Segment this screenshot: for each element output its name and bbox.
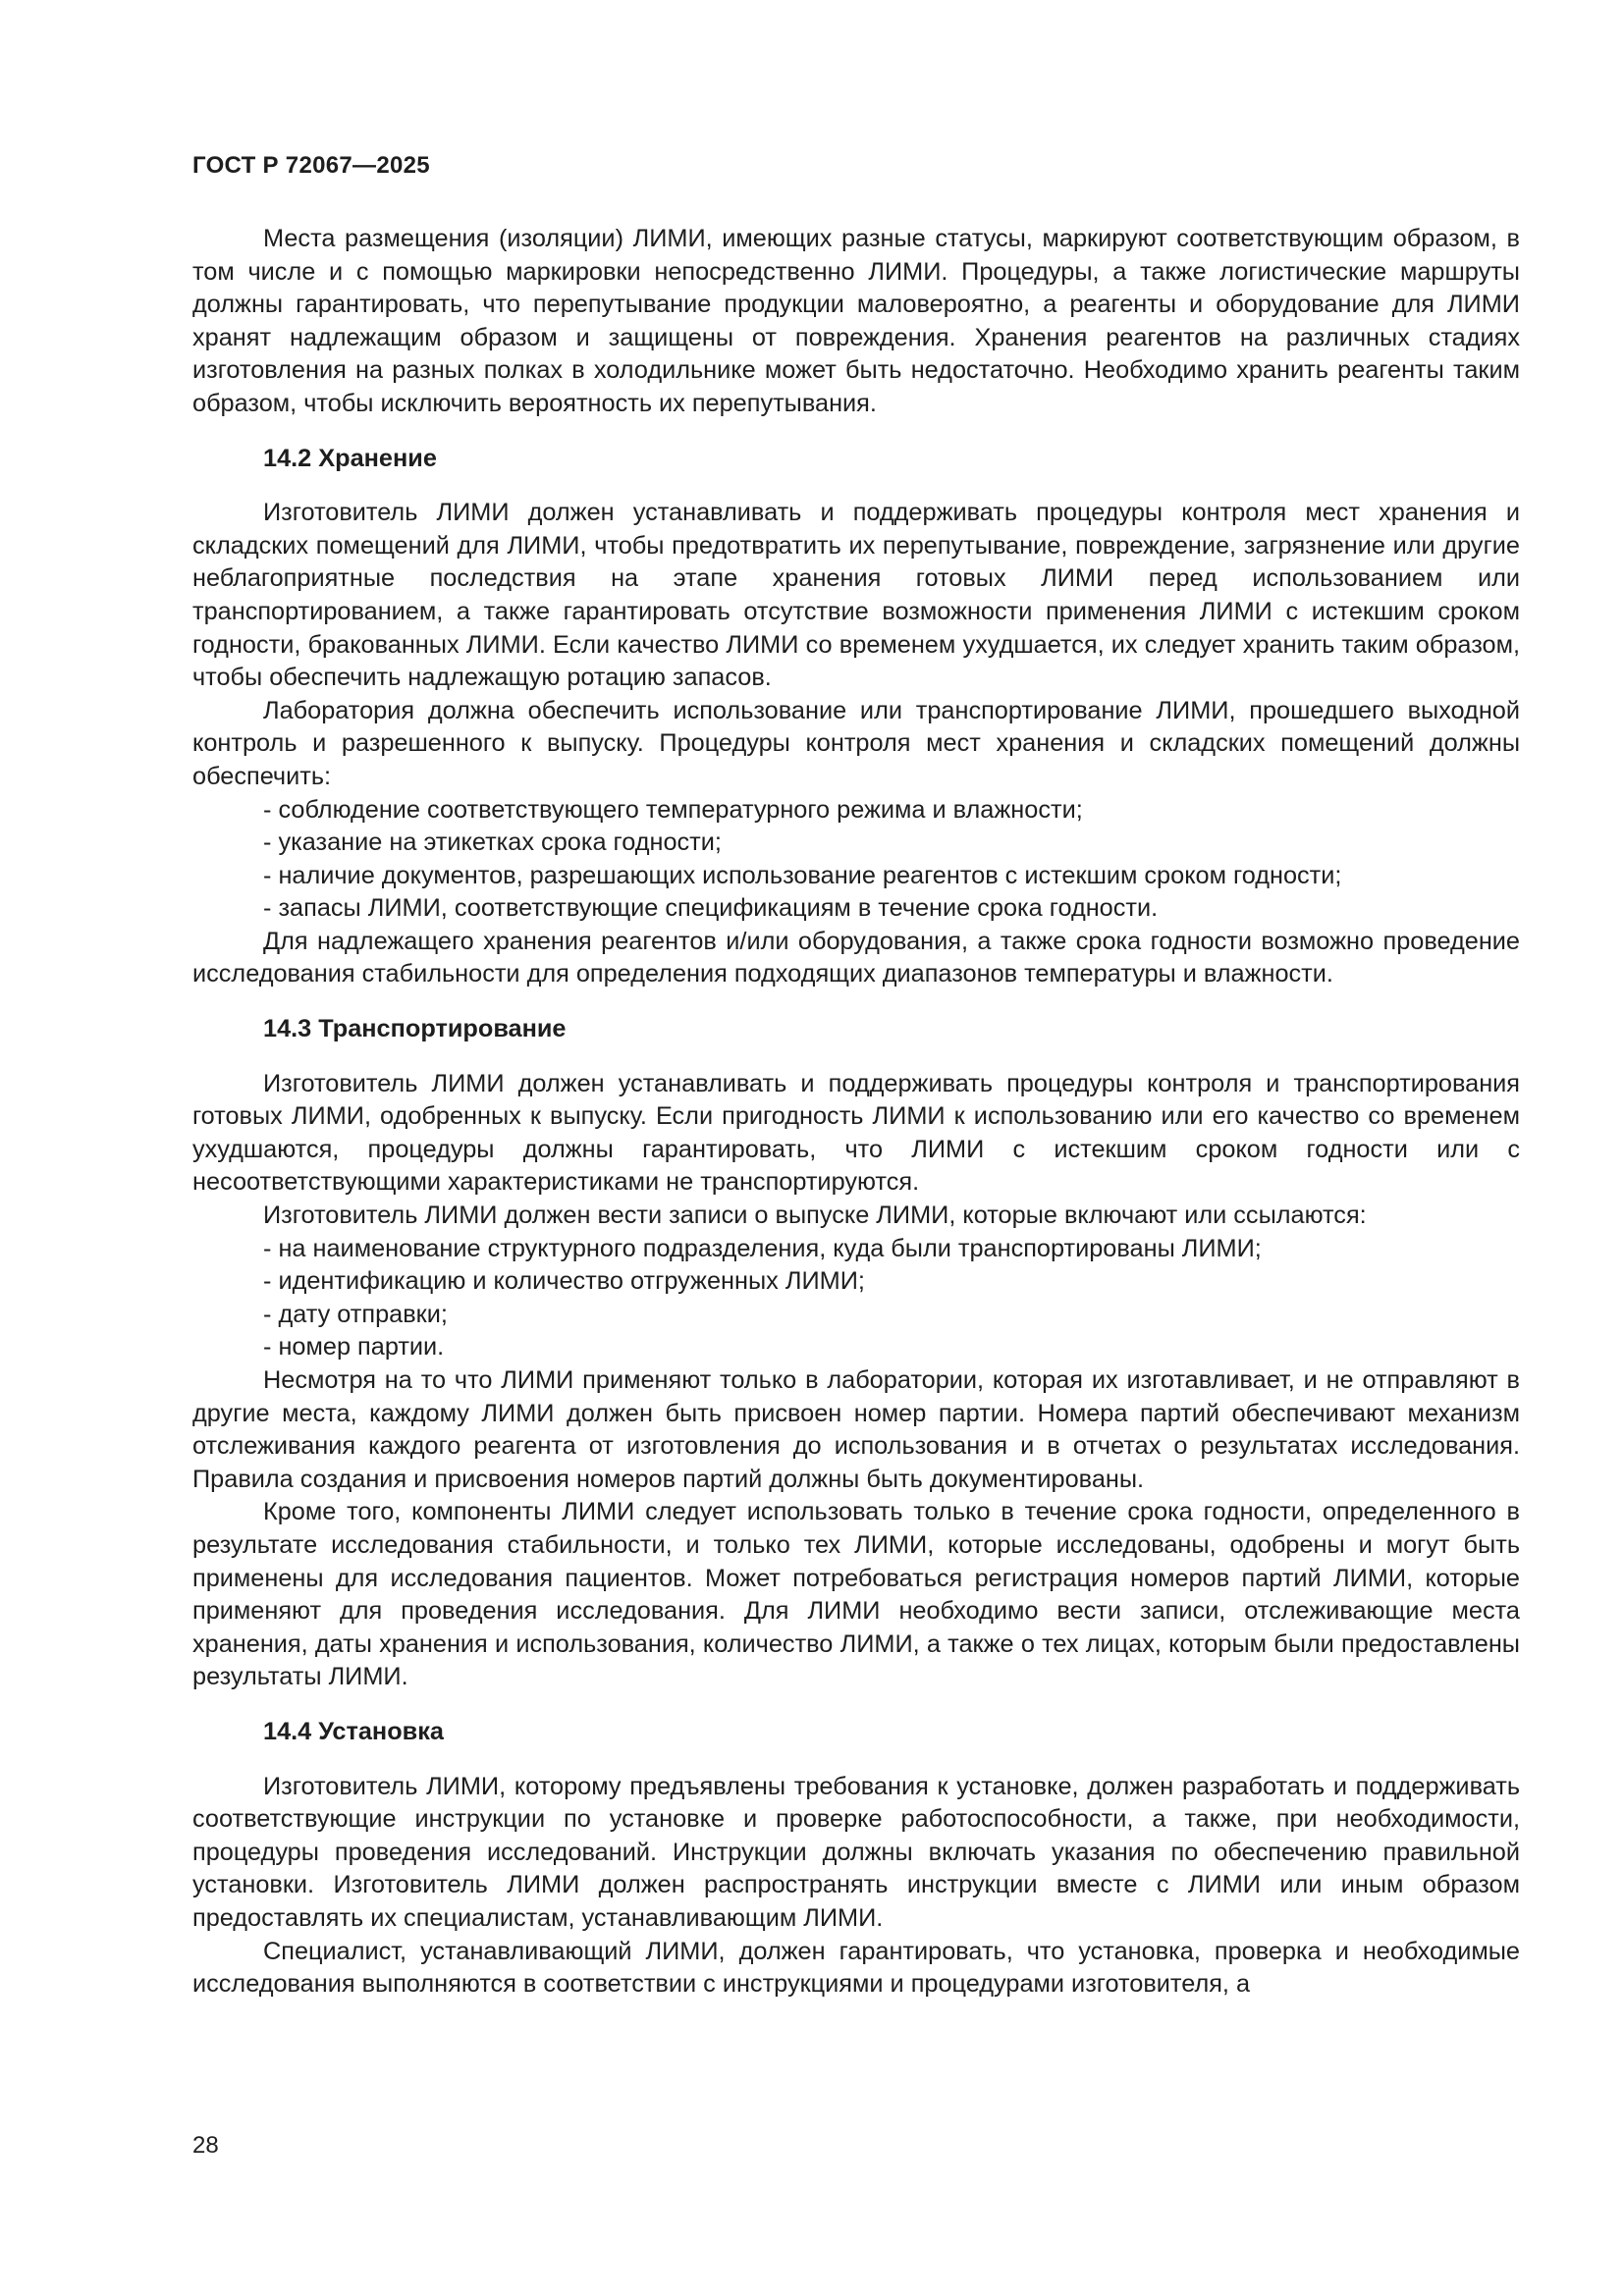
storage-list-item: - наличие документов, разрешающих использование реагентов с истекшим сроком годности; xyxy=(263,861,1342,889)
standard-header: ГОСТ Р 72067—2025 xyxy=(192,152,430,179)
transport-paragraph-2: Изготовитель ЛИМИ должен вести записи о выпуске ЛИМИ, которые включают или ссылаются: xyxy=(263,1201,1367,1230)
transport-paragraph-3: Несмотря на то что ЛИМИ применяют только в лаборатории, которая их изготавливает, и не отправляют в другие места, каждому ЛИМИ должен быть присвоен номер партии. Номера партий обеспечивают механизм отслеживания каждого реагента от изготовления до использования и в отчетах о результатах исследования. Правила создания и присвоения номеров партий должны быть документированы. xyxy=(192,1366,1520,1493)
section-heading-transport: 14.3 Транспортирование xyxy=(263,1015,567,1043)
storage-paragraph-1: Изготовитель ЛИМИ должен устанавливать и поддерживать процедуры контроля мест хранения и складских помещений для ЛИМИ, чтобы предотвратить их перепутывание, повреждение, загрязнение или другие неблагоприятные последствия на этапе хранения готовых ЛИМИ перед использованием или транспортированием, а также гарантировать отсутствие возможности применения ЛИМИ с истекшим сроком годности, бракованных ЛИМИ. Если качество ЛИМИ со временем ухудшается, их следует хранить таким образом, чтобы обеспечить надлежащую ротацию запасов. xyxy=(192,499,1520,692)
storage-list-item: - указание на этикетках срока годности; xyxy=(263,828,722,857)
section-heading-installation: 14.4 Установка xyxy=(263,1717,444,1745)
transport-paragraph-4: Кроме того, компоненты ЛИМИ следует использовать только в течение срока годности, определенного в результате исследования стабильности, и только тех ЛИМИ, которые исследованы, одобрены и могут быть применены для исследования пациентов. Может потребоваться регистрация номеров партий ЛИМИ, которые применяют для проведения исследования. Для ЛИМИ необходимо вести записи, отслеживающие места хранения, даты хранения и использования, количество ЛИМИ, а также о тех лицах, которым были предоставлены результаты ЛИМИ. xyxy=(192,1498,1520,1691)
transport-list-item: - номер партии. xyxy=(263,1333,445,1362)
page-number: 28 xyxy=(192,2132,219,2159)
installation-paragraph-2: Специалист, устанавливающий ЛИМИ, должен гарантировать, что установка, проверка и необходимые исследования выполняются в соответствии с инструкциями и процедурами изготовителя, а xyxy=(192,1937,1520,1999)
storage-paragraph-3: Для надлежащего хранения реагентов и/или оборудования, а также срока годности возможно проведение исследования стабильности для определения подходящих диапазонов температуры и влажности. xyxy=(192,927,1520,988)
storage-paragraph-2: Лаборатория должна обеспечить использование или транспортирование ЛИМИ, прошедшего выходной контроль и разрешенного к выпуску. Процедуры контроля мест хранения и складских помещений должны обеспечить: xyxy=(192,696,1520,790)
transport-paragraph-1: Изготовитель ЛИМИ должен устанавливать и поддерживать процедуры контроля и транспортирования готовых ЛИМИ, одобренных к выпуску. Если пригодность ЛИМИ к использованию или его качество со временем ухудшаются, процедуры должны гарантировать, что ЛИМИ с истекшим сроком годности или с несоответствующими характеристиками не транспортируются. xyxy=(192,1069,1520,1197)
section-heading-storage: 14.2 Хранение xyxy=(263,444,437,472)
transport-list-item: - дату отправки; xyxy=(263,1300,448,1328)
storage-list-item: - соблюдение соответствующего температурного режима и влажности; xyxy=(263,795,1083,824)
installation-paragraph-1: Изготовитель ЛИМИ, которому предъявлены требования к установке, должен разработать и поддерживать соответствующие инструкции по установке и проверке работоспособности, а также, при необходимости, процедуры проведения исследований. Инструкции должны включать указания по обеспечению правильной установки. Изготовитель ЛИМИ должен распространять инструкции вместе с ЛИМИ или иным образом предоставлять их специалистам, устанавливающим ЛИМИ. xyxy=(192,1772,1520,1932)
transport-list-item: - на наименование структурного подразделения, куда были транспортированы ЛИМИ; xyxy=(263,1234,1262,1262)
transport-list-item: - идентификацию и количество отгруженных ЛИМИ; xyxy=(263,1267,865,1296)
document-body xyxy=(192,223,1520,2002)
intro-paragraph: Места размещения (изоляции) ЛИМИ, имеющих разные статусы, маркируют соответствующим образом, в том числе и с помощью маркировки непосредственно ЛИМИ. Процедуры, а также логистические маршруты должны гарантировать, что перепутывание продукции маловероятно, а реагенты и оборудование для ЛИМИ хранят надлежащим образом и защищены от повреждения. Хранения реагентов на различных стадиях изготовления на разных полках в холодильнике может быть недостаточно. Необходимо хранить реагенты таким образом, чтобы исключить вероятность их перепутывания. xyxy=(192,225,1520,417)
storage-list-item: - запасы ЛИМИ, соответствующие спецификациям в течение срока годности. xyxy=(263,894,1159,923)
